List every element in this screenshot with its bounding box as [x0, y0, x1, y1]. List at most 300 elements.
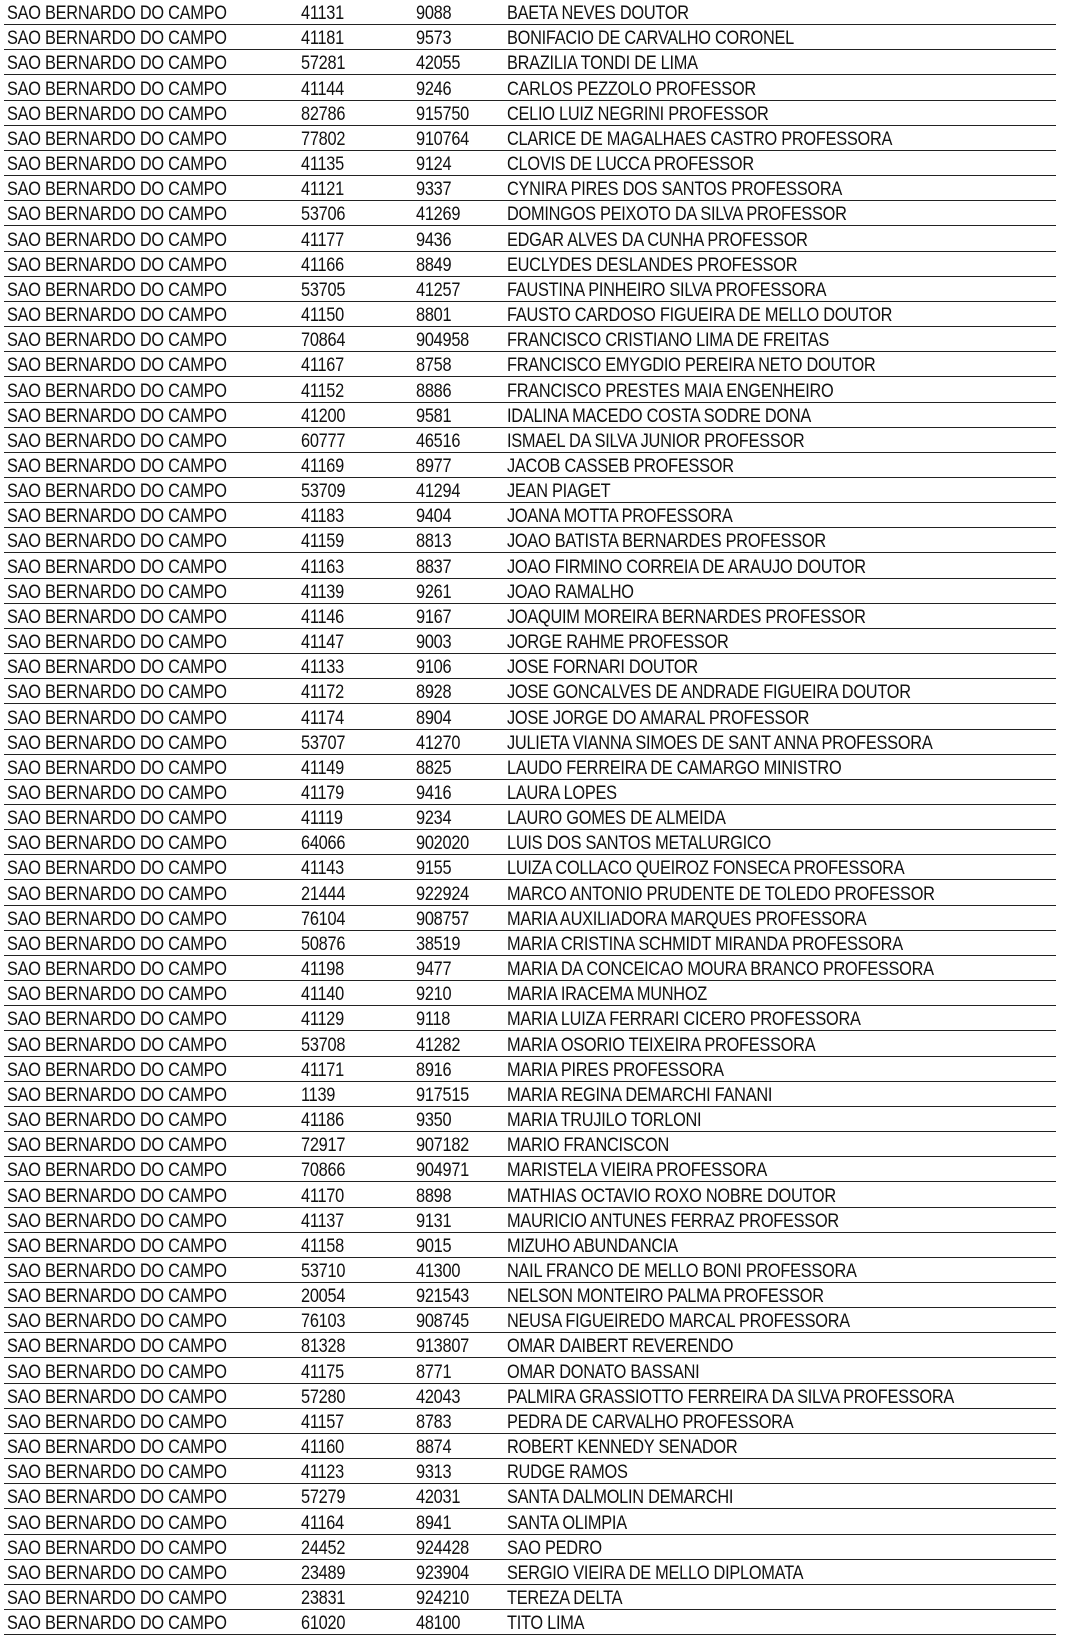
table-row: [4, 628, 1056, 653]
table-row: [4, 880, 1056, 905]
code-cell: [298, 201, 413, 226]
code-text: 41147: [301, 632, 344, 654]
school-name-cell: [504, 1559, 1056, 1584]
table-row: [4, 377, 1056, 402]
municipality-cell: [4, 75, 298, 100]
code-cell: [298, 1006, 413, 1031]
table-row: [4, 301, 1056, 326]
table-row: [4, 1081, 1056, 1106]
code-text: 24452: [301, 1537, 346, 1559]
cie-text: 48100: [416, 1613, 461, 1635]
code-text: 53706: [301, 204, 346, 226]
table-row: [4, 1484, 1056, 1509]
municipality-cell: [4, 1282, 298, 1307]
cie-cell: [413, 1031, 504, 1056]
school-name-text: MARIO FRANCISCON: [507, 1135, 670, 1157]
municipality-cell: [4, 1132, 298, 1157]
school-name-text: SANTA DALMOLIN DEMARCHI: [507, 1487, 734, 1509]
cie-text: 41300: [416, 1260, 461, 1282]
code-cell: [298, 125, 413, 150]
municipality-text: SAO BERNARDO DO CAMPO: [7, 1135, 227, 1157]
cie-text: 8771: [416, 1361, 452, 1383]
municipality-text: SAO BERNARDO DO CAMPO: [7, 632, 227, 654]
school-name-cell: [504, 377, 1056, 402]
school-name-text: LAUDO FERREIRA DE CAMARGO MINISTRO: [507, 757, 842, 779]
municipality-cell: [4, 1031, 298, 1056]
school-name-cell: [504, 628, 1056, 653]
code-text: 41133: [301, 657, 344, 679]
cie-cell: [413, 1282, 504, 1307]
municipality-text: SAO BERNARDO DO CAMPO: [7, 657, 227, 679]
municipality-cell: [4, 1534, 298, 1559]
cie-cell: [413, 1132, 504, 1157]
school-name-cell: [504, 100, 1056, 125]
municipality-cell: [4, 1333, 298, 1358]
code-cell: [298, 0, 413, 25]
table-row: [4, 1383, 1056, 1408]
cie-cell: [413, 528, 504, 553]
school-name-text: JOAO RAMALHO: [507, 581, 634, 603]
municipality-text: SAO BERNARDO DO CAMPO: [7, 53, 227, 75]
municipality-cell: [4, 503, 298, 528]
cie-cell: [413, 402, 504, 427]
table-row: [4, 50, 1056, 75]
municipality-text: SAO BERNARDO DO CAMPO: [7, 1286, 227, 1308]
municipality-cell: [4, 628, 298, 653]
code-cell: [298, 1308, 413, 1333]
cie-text: 9015: [416, 1235, 452, 1257]
cie-cell: [413, 1358, 504, 1383]
cie-text: 41257: [416, 279, 461, 301]
code-cell: [298, 301, 413, 326]
municipality-cell: [4, 905, 298, 930]
school-name-text: BRAZILIA TONDI DE LIMA: [507, 53, 698, 75]
cie-cell: [413, 704, 504, 729]
municipality-text: SAO BERNARDO DO CAMPO: [7, 732, 227, 754]
school-name-cell: [504, 1106, 1056, 1131]
school-name-cell: [504, 1358, 1056, 1383]
cie-text: 9003: [416, 632, 452, 654]
code-cell: [298, 352, 413, 377]
cie-text: 8916: [416, 1059, 452, 1081]
code-cell: [298, 1459, 413, 1484]
school-name-text: PALMIRA GRASSIOTTO FERREIRA DA SILVA PROFESSORA: [507, 1386, 955, 1408]
school-name-cell: [504, 125, 1056, 150]
municipality-text: SAO BERNARDO DO CAMPO: [7, 1185, 227, 1207]
municipality-cell: [4, 855, 298, 880]
cie-cell: [413, 1056, 504, 1081]
municipality-text: SAO BERNARDO DO CAMPO: [7, 933, 227, 955]
school-name-cell: [504, 729, 1056, 754]
school-name-cell: [504, 150, 1056, 175]
school-name-cell: [504, 1257, 1056, 1282]
code-text: 41149: [301, 757, 344, 779]
code-text: 41175: [301, 1361, 344, 1383]
school-name-text: BAETA NEVES DOUTOR: [507, 3, 689, 25]
school-name-text: RUDGE RAMOS: [507, 1462, 628, 1484]
municipality-cell: [4, 1157, 298, 1182]
municipality-cell: [4, 578, 298, 603]
cie-cell: [413, 1333, 504, 1358]
cie-cell: [413, 477, 504, 502]
cie-text: 924428: [416, 1537, 469, 1559]
code-cell: [298, 402, 413, 427]
code-cell: [298, 1383, 413, 1408]
cie-text: 904971: [416, 1160, 469, 1182]
cie-cell: [413, 1081, 504, 1106]
code-text: 53707: [301, 732, 346, 754]
table-row: [4, 981, 1056, 1006]
code-text: 41186: [301, 1110, 344, 1132]
table-row: [4, 830, 1056, 855]
school-name-cell: [504, 1132, 1056, 1157]
municipality-cell: [4, 528, 298, 553]
code-text: 41146: [301, 606, 344, 628]
table-row: [4, 1157, 1056, 1182]
cie-cell: [413, 830, 504, 855]
table-row: [4, 327, 1056, 352]
school-name-text: PEDRA DE CARVALHO PROFESSORA: [507, 1411, 794, 1433]
municipality-cell: [4, 1006, 298, 1031]
municipality-text: SAO BERNARDO DO CAMPO: [7, 1487, 227, 1509]
cie-text: 904958: [416, 330, 469, 352]
school-name-cell: [504, 327, 1056, 352]
code-text: 41152: [301, 380, 344, 402]
municipality-cell: [4, 830, 298, 855]
school-name-cell: [504, 603, 1056, 628]
school-name-text: CARLOS PEZZOLO PROFESSOR: [507, 78, 756, 100]
code-text: 41172: [301, 682, 344, 704]
code-cell: [298, 830, 413, 855]
cie-text: 9106: [416, 657, 452, 679]
school-name-text: CLARICE DE MAGALHAES CASTRO PROFESSORA: [507, 128, 893, 150]
table-row: [4, 201, 1056, 226]
school-name-text: LAURO GOMES DE ALMEIDA: [507, 808, 726, 830]
cie-cell: [413, 201, 504, 226]
code-text: 76103: [301, 1311, 346, 1333]
municipality-cell: [4, 553, 298, 578]
code-cell: [298, 805, 413, 830]
cie-cell: [413, 628, 504, 653]
code-cell: [298, 981, 413, 1006]
table-row: [4, 905, 1056, 930]
code-text: 41150: [301, 305, 344, 327]
code-cell: [298, 1358, 413, 1383]
school-name-cell: [504, 1433, 1056, 1458]
school-name-text: OMAR DONATO BASSANI: [507, 1361, 700, 1383]
code-cell: [298, 1056, 413, 1081]
code-text: 50876: [301, 933, 346, 955]
table-row: [4, 1132, 1056, 1157]
school-name-text: FAUSTINA PINHEIRO SILVA PROFESSORA: [507, 279, 827, 301]
municipality-cell: [4, 603, 298, 628]
code-text: 72917: [301, 1135, 346, 1157]
table-row: [4, 855, 1056, 880]
school-name-text: SERGIO VIEIRA DE MELLO DIPLOMATA: [507, 1562, 804, 1584]
cie-cell: [413, 955, 504, 980]
code-cell: [298, 1031, 413, 1056]
school-name-text: MARIA LUIZA FERRARI CICERO PROFESSORA: [507, 1009, 861, 1031]
code-text: 41200: [301, 405, 346, 427]
municipality-text: SAO BERNARDO DO CAMPO: [7, 1235, 227, 1257]
municipality-cell: [4, 25, 298, 50]
table-row: [4, 1257, 1056, 1282]
code-cell: [298, 75, 413, 100]
cie-text: 9210: [416, 984, 452, 1006]
municipality-text: SAO BERNARDO DO CAMPO: [7, 833, 227, 855]
municipality-text: SAO BERNARDO DO CAMPO: [7, 1613, 227, 1635]
code-text: 41164: [301, 1512, 344, 1534]
cie-text: 9436: [416, 229, 452, 251]
code-cell: [298, 1081, 413, 1106]
cie-cell: [413, 276, 504, 301]
municipality-text: SAO BERNARDO DO CAMPO: [7, 1311, 227, 1333]
code-text: 41121: [301, 179, 344, 201]
cie-cell: [413, 125, 504, 150]
cie-cell: [413, 754, 504, 779]
municipality-text: SAO BERNARDO DO CAMPO: [7, 1059, 227, 1081]
cie-cell: [413, 100, 504, 125]
table-row: [4, 1534, 1056, 1559]
code-text: 57279: [301, 1487, 346, 1509]
table-row: [4, 1559, 1056, 1584]
municipality-text: SAO BERNARDO DO CAMPO: [7, 405, 227, 427]
cie-text: 9131: [416, 1210, 452, 1232]
municipality-text: SAO BERNARDO DO CAMPO: [7, 984, 227, 1006]
cie-cell: [413, 1257, 504, 1282]
table-row: [4, 150, 1056, 175]
cie-text: 923904: [416, 1562, 469, 1584]
code-cell: [298, 905, 413, 930]
cie-text: 9416: [416, 783, 452, 804]
municipality-cell: [4, 125, 298, 150]
school-name-text: MARIA OSORIO TEIXEIRA PROFESSORA: [507, 1034, 816, 1056]
municipality-text: SAO BERNARDO DO CAMPO: [7, 179, 227, 201]
cie-cell: [413, 1308, 504, 1333]
school-name-text: MATHIAS OCTAVIO ROXO NOBRE DOUTOR: [507, 1185, 836, 1207]
municipality-cell: [4, 201, 298, 226]
school-name-text: NELSON MONTEIRO PALMA PROFESSOR: [507, 1286, 824, 1308]
school-name-text: TEREZA DELTA: [507, 1588, 623, 1609]
municipality-text: SAO BERNARDO DO CAMPO: [7, 103, 227, 125]
school-name-cell: [504, 1459, 1056, 1484]
municipality-cell: [4, 704, 298, 729]
school-name-cell: [504, 1182, 1056, 1207]
table-row: [4, 1459, 1056, 1484]
municipality-cell: [4, 377, 298, 402]
municipality-cell: [4, 779, 298, 804]
code-cell: [298, 754, 413, 779]
code-cell: [298, 1509, 413, 1534]
cie-text: 9088: [416, 3, 452, 25]
code-text: 57281: [301, 53, 346, 75]
code-text: 41135: [301, 154, 344, 176]
municipality-text: SAO BERNARDO DO CAMPO: [7, 154, 227, 176]
code-cell: [298, 603, 413, 628]
cie-text: 9118: [416, 1009, 451, 1031]
school-name-cell: [504, 201, 1056, 226]
code-cell: [298, 1207, 413, 1232]
school-name-text: JEAN PIAGET: [507, 481, 611, 503]
school-name-cell: [504, 930, 1056, 955]
cie-cell: [413, 352, 504, 377]
cie-text: 8904: [416, 707, 452, 729]
code-text: 41167: [301, 355, 344, 377]
municipality-cell: [4, 1081, 298, 1106]
code-text: 41123: [301, 1462, 344, 1484]
school-name-text: CYNIRA PIRES DOS SANTOS PROFESSORA: [507, 179, 843, 201]
code-cell: [298, 1282, 413, 1307]
code-cell: [298, 176, 413, 201]
table-row: [4, 1232, 1056, 1257]
municipality-text: SAO BERNARDO DO CAMPO: [7, 1034, 227, 1056]
cie-text: 908757: [416, 908, 469, 930]
cie-text: 9155: [416, 858, 452, 880]
school-name-cell: [504, 1610, 1056, 1635]
school-name-cell: [504, 1056, 1056, 1081]
table-row: [4, 1408, 1056, 1433]
code-cell: [298, 100, 413, 125]
code-cell: [298, 1157, 413, 1182]
table-row: [4, 1031, 1056, 1056]
school-name-cell: [504, 679, 1056, 704]
code-text: 70866: [301, 1160, 346, 1182]
municipality-text: SAO BERNARDO DO CAMPO: [7, 1160, 227, 1182]
municipality-text: SAO BERNARDO DO CAMPO: [7, 506, 227, 528]
table-row: [4, 427, 1056, 452]
code-text: 41131: [301, 3, 344, 25]
school-name-cell: [504, 226, 1056, 251]
cie-text: 8837: [416, 556, 452, 578]
cie-cell: [413, 930, 504, 955]
school-name-cell: [504, 1282, 1056, 1307]
cie-text: 9167: [416, 606, 452, 628]
school-name-text: MARISTELA VIEIRA PROFESSORA: [507, 1160, 768, 1182]
code-text: 41143: [301, 858, 344, 880]
school-name-text: IDALINA MACEDO COSTA SODRE DONA: [507, 405, 812, 427]
table-row: [4, 276, 1056, 301]
table-row: [4, 779, 1056, 804]
municipality-cell: [4, 1207, 298, 1232]
school-name-text: LUIS DOS SANTOS METALURGICO: [507, 833, 771, 855]
cie-cell: [413, 1459, 504, 1484]
table-row: [4, 528, 1056, 553]
cie-text: 38519: [416, 933, 461, 955]
school-name-text: EDGAR ALVES DA CUNHA PROFESSOR: [507, 229, 808, 251]
school-name-text: EUCLYDES DESLANDES PROFESSOR: [507, 254, 798, 276]
school-name-text: CELIO LUIZ NEGRINI PROFESSOR: [507, 103, 769, 125]
school-name-cell: [504, 704, 1056, 729]
code-cell: [298, 1232, 413, 1257]
cie-text: 907182: [416, 1135, 469, 1157]
municipality-cell: [4, 1106, 298, 1131]
municipality-cell: [4, 654, 298, 679]
cie-cell: [413, 679, 504, 704]
municipality-cell: [4, 50, 298, 75]
school-name-cell: [504, 1232, 1056, 1257]
municipality-cell: [4, 251, 298, 276]
municipality-cell: [4, 176, 298, 201]
table-row: [4, 100, 1056, 125]
code-text: 64066: [301, 833, 346, 855]
cie-cell: [413, 855, 504, 880]
table-row: [4, 704, 1056, 729]
table-row: [4, 1106, 1056, 1131]
cie-text: 8849: [416, 254, 452, 276]
table-row: [4, 955, 1056, 980]
school-name-text: MAURICIO ANTUNES FERRAZ PROFESSOR: [507, 1210, 839, 1232]
cie-text: 917515: [416, 1084, 469, 1106]
cie-text: 8941: [416, 1512, 452, 1534]
cie-text: 8898: [416, 1185, 452, 1207]
cie-text: 42031: [416, 1487, 461, 1509]
school-name-text: JOANA MOTTA PROFESSORA: [507, 506, 733, 528]
code-cell: [298, 855, 413, 880]
table-row: [4, 452, 1056, 477]
cie-text: 8874: [416, 1437, 452, 1459]
code-text: 77802: [301, 128, 346, 150]
school-name-cell: [504, 754, 1056, 779]
municipality-text: SAO BERNARDO DO CAMPO: [7, 1512, 227, 1534]
cie-cell: [413, 150, 504, 175]
cie-text: 41269: [416, 204, 461, 226]
code-cell: [298, 50, 413, 75]
cie-text: 9477: [416, 959, 452, 981]
code-cell: [298, 1534, 413, 1559]
cie-text: 42055: [416, 53, 461, 75]
table-row: [4, 75, 1056, 100]
code-text: 23489: [301, 1562, 346, 1584]
municipality-cell: [4, 805, 298, 830]
school-name-text: TITO LIMA: [507, 1613, 585, 1635]
cie-text: 9573: [416, 28, 452, 50]
school-name-text: MARIA AUXILIADORA MARQUES PROFESSORA: [507, 908, 867, 930]
municipality-text: SAO BERNARDO DO CAMPO: [7, 959, 227, 981]
code-cell: [298, 427, 413, 452]
code-text: 41160: [301, 1437, 344, 1459]
cie-cell: [413, 553, 504, 578]
school-name-cell: [504, 1408, 1056, 1433]
code-cell: [298, 654, 413, 679]
municipality-cell: [4, 1509, 298, 1534]
cie-text: 9350: [416, 1110, 452, 1132]
municipality-text: SAO BERNARDO DO CAMPO: [7, 606, 227, 628]
school-name-text: NEUSA FIGUEIREDO MARCAL PROFESSORA: [507, 1311, 850, 1333]
code-cell: [298, 503, 413, 528]
cie-cell: [413, 1559, 504, 1584]
municipality-cell: [4, 754, 298, 779]
code-text: 41198: [301, 959, 344, 981]
table-row: [4, 729, 1056, 754]
municipality-text: SAO BERNARDO DO CAMPO: [7, 481, 227, 503]
municipality-text: SAO BERNARDO DO CAMPO: [7, 908, 227, 930]
school-name-cell: [504, 25, 1056, 50]
code-cell: [298, 1257, 413, 1282]
municipality-cell: [4, 1433, 298, 1458]
school-name-text: MARCO ANTONIO PRUDENTE DE TOLEDO PROFESSOR: [507, 883, 935, 905]
cie-cell: [413, 880, 504, 905]
municipality-text: SAO BERNARDO DO CAMPO: [7, 707, 227, 729]
cie-text: 46516: [416, 430, 461, 452]
municipality-text: SAO BERNARDO DO CAMPO: [7, 757, 227, 779]
code-cell: [298, 1333, 413, 1358]
table-row: [4, 477, 1056, 502]
school-name-cell: [504, 352, 1056, 377]
code-text: 53705: [301, 279, 346, 301]
cie-cell: [413, 1610, 504, 1635]
cie-cell: [413, 1006, 504, 1031]
municipality-cell: [4, 301, 298, 326]
